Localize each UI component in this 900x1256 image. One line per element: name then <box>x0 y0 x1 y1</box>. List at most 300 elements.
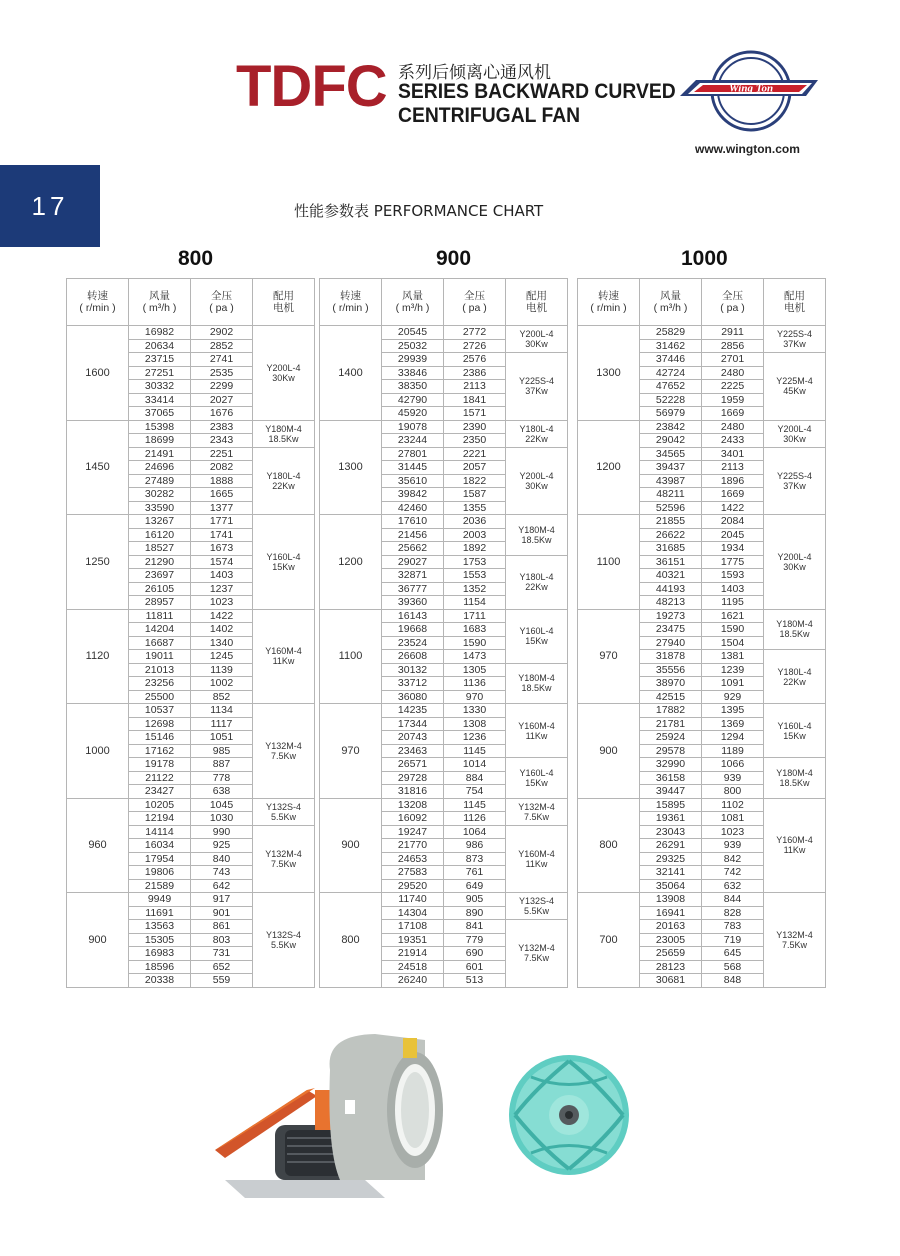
motor-cell <box>764 893 826 988</box>
header-motor-line2: 电机 <box>784 302 805 314</box>
airflow-cell: 26608 <box>382 650 444 664</box>
motor-cell <box>506 609 568 663</box>
header-motor-line2: 电机 <box>273 302 294 314</box>
airflow-cell: 52228 <box>640 393 702 407</box>
airflow-cell: 24696 <box>129 461 191 475</box>
motor-model: Y132M-4 <box>265 848 302 859</box>
motor-power: 5.5Kw <box>270 939 296 950</box>
header-motor <box>764 279 826 326</box>
pressure-cell: 783 <box>702 920 764 934</box>
pressure-cell: 939 <box>702 771 764 785</box>
motor-power: 5.5Kw <box>523 906 549 916</box>
motor-model: Y160M-4 <box>518 720 555 731</box>
motor-model: Y225S-4 <box>776 329 813 339</box>
airflow-cell: 17344 <box>382 717 444 731</box>
pressure-cell: 1066 <box>702 758 764 772</box>
performance-table-900 <box>319 278 568 988</box>
airflow-cell: 23427 <box>129 785 191 799</box>
airflow-cell: 33590 <box>129 501 191 515</box>
table-row <box>578 609 826 623</box>
header-airflow <box>382 279 444 326</box>
airflow-cell: 19273 <box>640 609 702 623</box>
motor-cell <box>764 650 826 704</box>
pressure-cell: 1064 <box>444 825 506 839</box>
motor-model: Y132M-4 <box>518 801 555 812</box>
pressure-cell: 890 <box>444 906 506 920</box>
motor-model: Y160L-4 <box>519 626 554 636</box>
pressure-cell: 1934 <box>702 542 764 556</box>
airflow-cell: 42460 <box>382 501 444 515</box>
motor-cell <box>764 515 826 610</box>
pressure-cell: 1403 <box>191 569 253 583</box>
airflow-cell: 16143 <box>382 609 444 623</box>
airflow-cell: 25500 <box>129 690 191 704</box>
pressure-cell: 905 <box>444 893 506 907</box>
pressure-cell: 645 <box>702 947 764 961</box>
brand-title: TDFC <box>236 54 387 119</box>
pressure-cell: 2433 <box>702 434 764 448</box>
airflow-cell: 16687 <box>129 636 191 650</box>
pressure-cell: 642 <box>191 879 253 893</box>
table-row <box>578 420 826 434</box>
pressure-cell: 1683 <box>444 623 506 637</box>
airflow-cell: 11691 <box>129 906 191 920</box>
motor-cell <box>506 515 568 556</box>
header-pressure-line2: ( pa ) <box>209 302 234 314</box>
header-motor-line1: 配用 <box>784 290 805 302</box>
logo-text: Wing Ton <box>728 82 774 95</box>
airflow-cell: 24518 <box>382 960 444 974</box>
pressure-cell: 1237 <box>191 582 253 596</box>
pressure-cell: 1673 <box>191 542 253 556</box>
motor-model: Y200L-4 <box>777 551 812 562</box>
airflow-cell: 35610 <box>382 474 444 488</box>
airflow-cell: 56979 <box>640 407 702 421</box>
pressure-cell: 1023 <box>191 596 253 610</box>
airflow-cell: 30332 <box>129 380 191 394</box>
rpm-cell: 1100 <box>320 609 382 704</box>
table-row <box>67 798 315 812</box>
rpm-cell: 800 <box>320 893 382 988</box>
airflow-cell: 23842 <box>640 420 702 434</box>
motor-cell <box>764 326 826 353</box>
motor-power: 7.5Kw <box>523 811 549 822</box>
pressure-cell: 925 <box>191 839 253 853</box>
pressure-cell: 1126 <box>444 812 506 826</box>
motor-model: Y132S-4 <box>265 801 302 812</box>
pressure-cell: 1117 <box>191 717 253 731</box>
pressure-cell: 852 <box>191 690 253 704</box>
airflow-cell: 29578 <box>640 744 702 758</box>
pressure-cell: 1403 <box>702 582 764 596</box>
table-row <box>320 609 568 623</box>
pressure-cell: 844 <box>702 893 764 907</box>
motor-power: 7.5Kw <box>523 953 549 964</box>
header-pressure-line1: 全压 <box>211 290 232 302</box>
motor-cell <box>506 555 568 609</box>
airflow-cell: 12194 <box>129 812 191 826</box>
pressure-cell: 2911 <box>702 326 764 340</box>
pressure-cell: 1377 <box>191 501 253 515</box>
pressure-cell: 842 <box>702 852 764 866</box>
motor-cell <box>764 353 826 421</box>
table-row <box>67 609 315 623</box>
pressure-cell: 719 <box>702 933 764 947</box>
header-motor-line1: 配用 <box>526 290 547 302</box>
motor-power: 37Kw <box>783 480 806 491</box>
pressure-cell: 742 <box>702 866 764 880</box>
header-airflow-line2: ( m³/h ) <box>142 302 177 314</box>
motor-power: 11Kw <box>525 858 548 869</box>
motor-cell <box>253 420 315 447</box>
pressure-cell: 632 <box>702 879 764 893</box>
motor-model: Y160M-4 <box>518 848 555 859</box>
airflow-cell: 23256 <box>129 677 191 691</box>
pressure-cell: 990 <box>191 825 253 839</box>
airflow-cell: 26105 <box>129 582 191 596</box>
airflow-cell: 19178 <box>129 758 191 772</box>
airflow-cell: 14114 <box>129 825 191 839</box>
pressure-cell: 1051 <box>191 731 253 745</box>
pressure-cell: 1775 <box>702 555 764 569</box>
pressure-cell: 1587 <box>444 488 506 502</box>
rpm-cell: 1400 <box>320 326 382 421</box>
airflow-cell: 29042 <box>640 434 702 448</box>
pressure-cell: 1352 <box>444 582 506 596</box>
pressure-cell: 754 <box>444 785 506 799</box>
airflow-cell: 25924 <box>640 731 702 745</box>
table-row <box>67 515 315 529</box>
motor-power: 18.5Kw <box>521 534 552 545</box>
pressure-cell: 778 <box>191 771 253 785</box>
header-pressure-line2: ( pa ) <box>720 302 745 314</box>
motor-model: Y180L-4 <box>519 572 554 582</box>
airflow-cell: 32990 <box>640 758 702 772</box>
pressure-cell: 1294 <box>702 731 764 745</box>
motor-power: 45Kw <box>783 386 806 397</box>
motor-cell <box>253 893 315 988</box>
airflow-cell: 43987 <box>640 474 702 488</box>
motor-cell <box>764 704 826 758</box>
airflow-cell: 42790 <box>382 393 444 407</box>
airflow-cell: 31816 <box>382 785 444 799</box>
header-speed-line2: ( r/min ) <box>332 302 369 314</box>
motor-model: Y180M-4 <box>518 524 555 535</box>
airflow-cell: 18699 <box>129 434 191 448</box>
airflow-cell: 37065 <box>129 407 191 421</box>
header-speed <box>578 279 640 326</box>
table-row <box>67 326 315 340</box>
title-english-line1: SERIES BACKWARD CURVED <box>398 80 676 103</box>
pressure-cell: 2386 <box>444 366 506 380</box>
table-row <box>320 798 568 812</box>
rpm-cell: 1200 <box>320 515 382 610</box>
motor-model: Y132M-4 <box>265 740 302 751</box>
pressure-cell: 1473 <box>444 650 506 664</box>
header-speed <box>67 279 129 326</box>
motor-cell <box>506 663 568 704</box>
pressure-cell: 1822 <box>444 474 506 488</box>
airflow-cell: 15895 <box>640 798 702 812</box>
motor-model: Y200L-4 <box>777 423 812 434</box>
table-row <box>578 798 826 812</box>
airflow-cell: 25662 <box>382 542 444 556</box>
motor-cell <box>764 447 826 515</box>
pressure-cell: 2390 <box>444 420 506 434</box>
pressure-cell: 1959 <box>702 393 764 407</box>
pressure-cell: 828 <box>702 906 764 920</box>
airflow-cell: 25032 <box>382 339 444 353</box>
motor-power: 37Kw <box>525 386 548 397</box>
motor-model: Y132S-4 <box>518 896 555 906</box>
motor-model: Y225M-4 <box>776 376 813 387</box>
motor-cell <box>764 758 826 799</box>
pressure-cell: 1139 <box>191 663 253 677</box>
airflow-cell: 15146 <box>129 731 191 745</box>
table-header-row <box>320 279 568 326</box>
motor-power: 15Kw <box>272 561 295 572</box>
motor-power: 7.5Kw <box>781 939 807 950</box>
pressure-cell: 559 <box>191 974 253 988</box>
pressure-cell: 901 <box>191 906 253 920</box>
impeller-image <box>506 1052 632 1178</box>
pressure-cell: 1154 <box>444 596 506 610</box>
airflow-cell: 30132 <box>382 663 444 677</box>
airflow-cell: 13208 <box>382 798 444 812</box>
airflow-cell: 52596 <box>640 501 702 515</box>
table-row <box>67 704 315 718</box>
pressure-cell: 1841 <box>444 393 506 407</box>
airflow-cell: 16034 <box>129 839 191 853</box>
title-english-line2: CENTRIFUGAL FAN <box>398 104 581 127</box>
pressure-cell: 800 <box>702 785 764 799</box>
pressure-cell: 1002 <box>191 677 253 691</box>
motor-model: Y225S-4 <box>518 376 555 387</box>
airflow-cell: 39437 <box>640 461 702 475</box>
pressure-cell: 2772 <box>444 326 506 340</box>
motor-model: Y180M-4 <box>776 619 813 630</box>
airflow-cell: 21290 <box>129 555 191 569</box>
motor-cell <box>506 704 568 758</box>
motor-power: 15Kw <box>783 730 806 741</box>
airflow-cell: 14304 <box>382 906 444 920</box>
header-speed-line1: 转速 <box>87 290 108 302</box>
pressure-cell: 985 <box>191 744 253 758</box>
airflow-cell: 19247 <box>382 825 444 839</box>
airflow-cell: 23043 <box>640 825 702 839</box>
pressure-cell: 1402 <box>191 623 253 637</box>
airflow-cell: 32871 <box>382 569 444 583</box>
pressure-cell: 1189 <box>702 744 764 758</box>
pressure-cell: 1395 <box>702 704 764 718</box>
motor-model: Y180M-4 <box>518 673 555 684</box>
airflow-cell: 44193 <box>640 582 702 596</box>
header-speed-line2: ( r/min ) <box>79 302 116 314</box>
airflow-cell: 37446 <box>640 353 702 367</box>
pressure-cell: 1134 <box>191 704 253 718</box>
header-pressure-line1: 全压 <box>464 290 485 302</box>
pressure-cell: 2036 <box>444 515 506 529</box>
pressure-cell: 1145 <box>444 744 506 758</box>
size-label-900: 900 <box>436 247 472 270</box>
pressure-cell: 1590 <box>444 636 506 650</box>
airflow-cell: 17954 <box>129 852 191 866</box>
airflow-cell: 15305 <box>129 933 191 947</box>
pressure-cell: 2741 <box>191 353 253 367</box>
airflow-cell: 19351 <box>382 933 444 947</box>
motor-cell <box>506 326 568 353</box>
airflow-cell: 13563 <box>129 920 191 934</box>
motor-power: 22Kw <box>272 480 295 491</box>
motor-power: 30Kw <box>525 339 548 349</box>
pressure-cell: 1422 <box>702 501 764 515</box>
header-airflow <box>129 279 191 326</box>
airflow-cell: 9949 <box>129 893 191 907</box>
airflow-cell: 16092 <box>382 812 444 826</box>
motor-cell <box>253 704 315 799</box>
table-row <box>320 420 568 434</box>
table-row <box>320 893 568 907</box>
title-chinese: 系列后倾离心通风机 <box>398 63 551 83</box>
airflow-cell: 20545 <box>382 326 444 340</box>
airflow-cell: 25829 <box>640 326 702 340</box>
motor-cell <box>253 609 315 704</box>
pressure-cell: 873 <box>444 852 506 866</box>
pressure-cell: 2350 <box>444 434 506 448</box>
motor-cell <box>253 515 315 610</box>
motor-model: Y180L-4 <box>266 470 301 481</box>
pressure-cell: 848 <box>702 974 764 988</box>
pressure-cell: 513 <box>444 974 506 988</box>
pressure-cell: 638 <box>191 785 253 799</box>
motor-cell <box>764 420 826 447</box>
motor-model: Y160L-4 <box>266 551 301 562</box>
airflow-cell: 21589 <box>129 879 191 893</box>
pressure-cell: 970 <box>444 690 506 704</box>
pressure-cell: 803 <box>191 933 253 947</box>
rpm-cell: 800 <box>578 798 640 893</box>
airflow-cell: 29325 <box>640 852 702 866</box>
centrifugal-fan-image <box>215 1030 445 1198</box>
pressure-cell: 649 <box>444 879 506 893</box>
pressure-cell: 3401 <box>702 447 764 461</box>
airflow-cell: 21122 <box>129 771 191 785</box>
pressure-cell: 1136 <box>444 677 506 691</box>
pressure-cell: 2856 <box>702 339 764 353</box>
pressure-cell: 1102 <box>702 798 764 812</box>
pressure-cell: 1236 <box>444 731 506 745</box>
motor-model: Y200L-4 <box>519 329 554 339</box>
pressure-cell: 1590 <box>702 623 764 637</box>
motor-model: Y200L-4 <box>266 362 301 373</box>
motor-model: Y132M-4 <box>518 943 555 954</box>
pressure-cell: 2057 <box>444 461 506 475</box>
motor-model: Y200L-4 <box>519 470 554 481</box>
pressure-cell: 2343 <box>191 434 253 448</box>
title-english <box>398 80 676 128</box>
motor-power: 18.5Kw <box>268 433 299 444</box>
rpm-cell: 1450 <box>67 420 129 515</box>
pressure-cell: 1422 <box>191 609 253 623</box>
motor-model: Y132M-4 <box>776 929 813 940</box>
header-pressure <box>191 279 253 326</box>
rpm-cell: 1600 <box>67 326 129 421</box>
motor-power: 11Kw <box>525 730 548 741</box>
chart-heading: 性能参数表 PERFORMANCE CHART <box>294 202 544 220</box>
rpm-cell: 1100 <box>578 515 640 610</box>
header-motor-line1: 配用 <box>273 290 294 302</box>
pressure-cell: 1888 <box>191 474 253 488</box>
motor-power: 5.5Kw <box>270 811 296 822</box>
airflow-cell: 23715 <box>129 353 191 367</box>
header-speed <box>320 279 382 326</box>
table-header-row <box>67 279 315 326</box>
motor-model: Y160L-4 <box>519 767 554 778</box>
motor-power: 18.5Kw <box>779 629 810 640</box>
airflow-cell: 21770 <box>382 839 444 853</box>
airflow-cell: 19668 <box>382 623 444 637</box>
header-airflow-line1: 风量 <box>402 290 423 302</box>
airflow-cell: 27801 <box>382 447 444 461</box>
rpm-cell: 970 <box>320 704 382 799</box>
airflow-cell: 33712 <box>382 677 444 691</box>
header-motor-line2: 电机 <box>526 302 547 314</box>
motor-power: 30Kw <box>783 561 806 572</box>
airflow-cell: 18527 <box>129 542 191 556</box>
airflow-cell: 32141 <box>640 866 702 880</box>
airflow-cell: 19806 <box>129 866 191 880</box>
pressure-cell: 2113 <box>444 380 506 394</box>
airflow-cell: 21855 <box>640 515 702 529</box>
motor-power: 18.5Kw <box>521 683 552 694</box>
airflow-cell: 16983 <box>129 947 191 961</box>
airflow-cell: 36158 <box>640 771 702 785</box>
pressure-cell: 1245 <box>191 650 253 664</box>
pressure-cell: 2726 <box>444 339 506 353</box>
pressure-cell: 2480 <box>702 420 764 434</box>
airflow-cell: 21013 <box>129 663 191 677</box>
airflow-cell: 13908 <box>640 893 702 907</box>
airflow-cell: 27583 <box>382 866 444 880</box>
motor-model: Y180M-4 <box>265 423 302 434</box>
pressure-cell: 840 <box>191 852 253 866</box>
table-row <box>320 326 568 340</box>
pressure-cell: 1081 <box>702 812 764 826</box>
pressure-cell: 1669 <box>702 488 764 502</box>
airflow-cell: 20743 <box>382 731 444 745</box>
website-link[interactable]: www.wington.com <box>695 142 800 156</box>
airflow-cell: 39360 <box>382 596 444 610</box>
header-motor <box>253 279 315 326</box>
airflow-cell: 23463 <box>382 744 444 758</box>
motor-cell <box>506 825 568 893</box>
airflow-cell: 21781 <box>640 717 702 731</box>
motor-power: 15Kw <box>525 777 548 788</box>
header-airflow-line1: 风量 <box>149 290 170 302</box>
motor-cell <box>253 326 315 421</box>
rpm-cell: 900 <box>320 798 382 893</box>
pressure-cell: 1014 <box>444 758 506 772</box>
pressure-cell: 1711 <box>444 609 506 623</box>
pressure-cell: 1676 <box>191 407 253 421</box>
airflow-cell: 10205 <box>129 798 191 812</box>
airflow-cell: 23697 <box>129 569 191 583</box>
airflow-cell: 42515 <box>640 690 702 704</box>
pressure-cell: 884 <box>444 771 506 785</box>
motor-cell <box>253 825 315 893</box>
table-row <box>578 515 826 529</box>
airflow-cell: 19078 <box>382 420 444 434</box>
